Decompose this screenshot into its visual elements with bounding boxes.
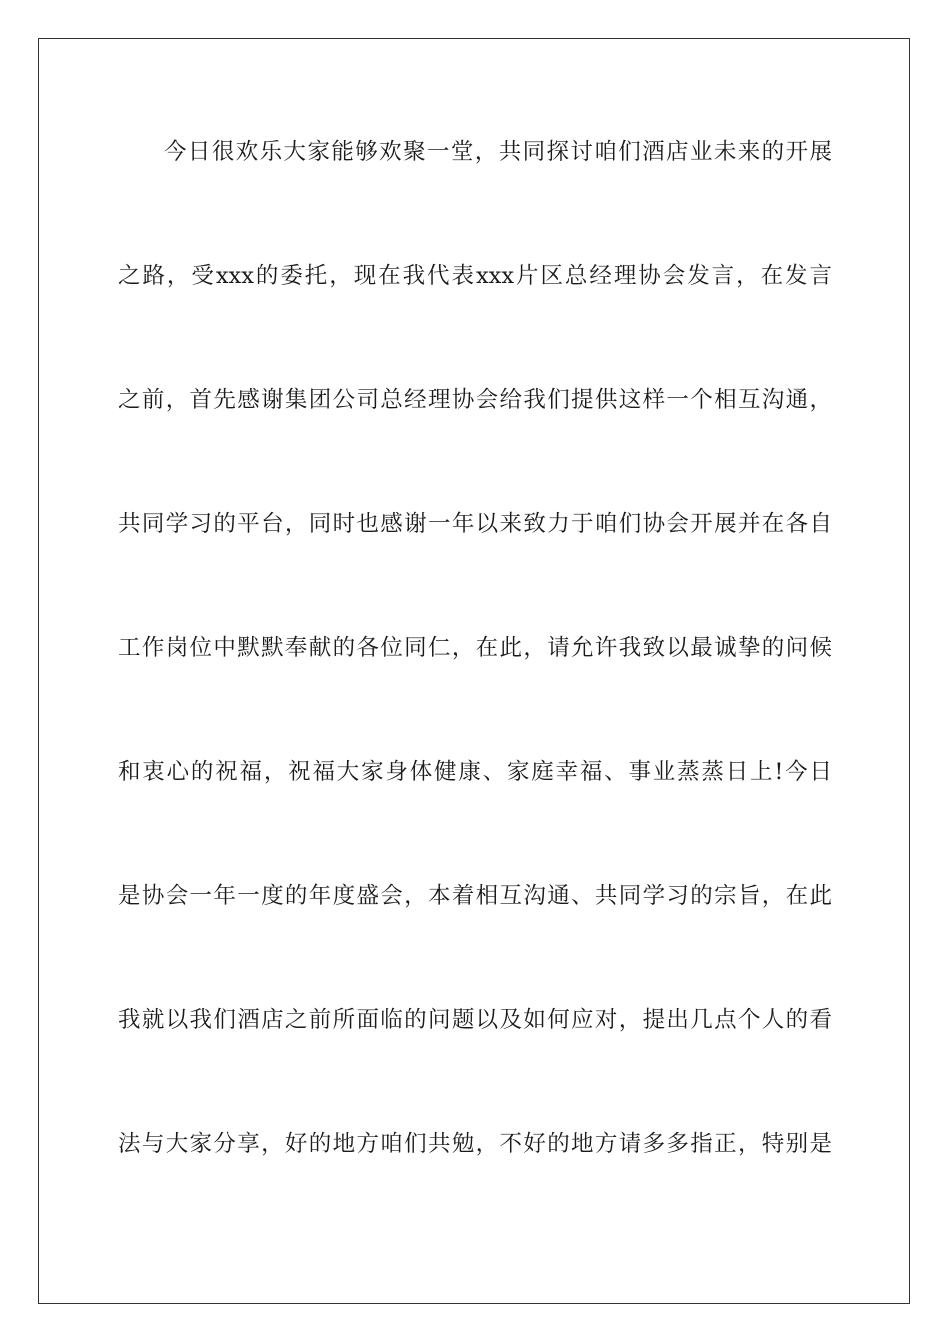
paragraph-line-3: 之前，首先感谢集团公司总经理协会给我们提供这样一个相互沟通， (118, 387, 832, 413)
paragraph-line-5: 工作岗位中默默奉献的各位同仁，在此，请允许我致以最诚挚的问候 (118, 635, 832, 661)
paragraph-line-8: 我就以我们酒店之前所面临的问题以及如何应对，提出几点个人的看 (118, 1007, 832, 1033)
paragraph-line-1: 今日很欢乐大家能够欢聚一堂，共同探讨咱们酒店业未来的开展 (164, 139, 832, 165)
page-border (38, 38, 910, 1304)
paragraph-line-9: 法与大家分享，好的地方咱们共勉，不好的地方请多多指正，特别是 (118, 1131, 832, 1157)
paragraph-line-6: 和衷心的祝福，祝福大家身体健康、家庭幸福、事业蒸蒸日上!今日 (118, 759, 832, 785)
paragraph-line-7: 是协会一年一度的年度盛会，本着相互沟通、共同学习的宗旨，在此 (118, 883, 832, 909)
paragraph-line-4: 共同学习的平台，同时也感谢一年以来致力于咱们协会开展并在各自 (118, 511, 832, 537)
paragraph-line-2: 之路，受xxx的委托，现在我代表xxx片区总经理协会发言，在发言 (118, 263, 832, 289)
